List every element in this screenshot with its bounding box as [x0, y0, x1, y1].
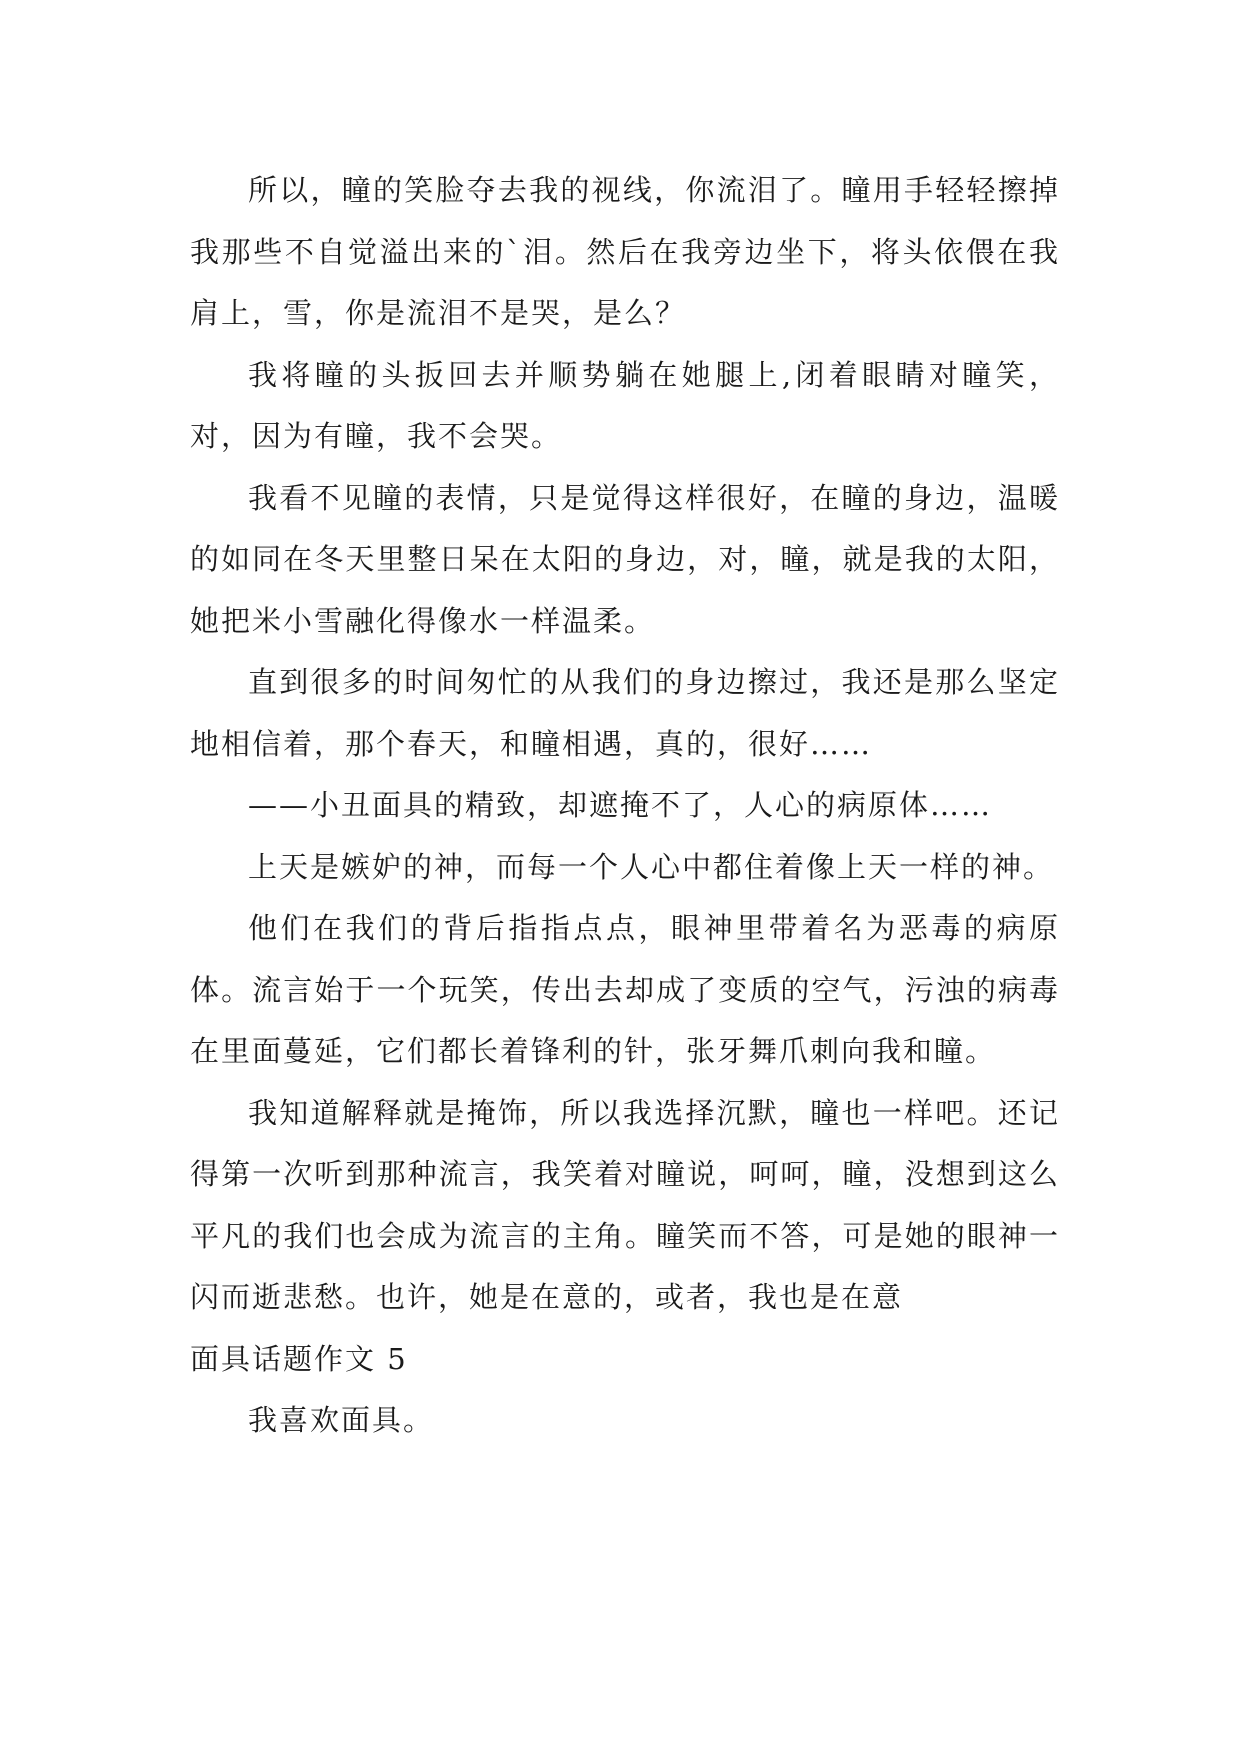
- paragraph: 所以，瞳的笑脸夺去我的视线，你流泪了。瞳用手轻轻擦掉我那些不自觉溢出来的`泪。然后在我旁边坐下，将头依偎在我肩上，雪，你是流泪不是哭，是么？: [190, 173, 1060, 330]
- paragraph: 他们在我们的背后指指点点，眼神里带着名为恶毒的病原体。流言始于一个玩笑，传出去却成了变质的空气，污浊的病毒在里面蔓延，它们都长着锋利的针，张牙舞爪刺向我和瞳。: [190, 911, 1060, 1068]
- paragraph: 直到很多的时间匆忙的从我们的身边擦过，我还是那么坚定地相信着，那个春天，和瞳相遇，真的，很好……: [190, 665, 1060, 761]
- paragraph: 我将瞳的头扳回去并顺势躺在她腿上,闭着眼睛对瞳笑，对，因为有瞳，我不会哭。: [190, 357, 1060, 453]
- paragraph: 我知道解释就是掩饰，所以我选择沉默，瞳也一样吧。还记得第一次听到那种流言，我笑着对瞳说，呵呵，瞳，没想到这么平凡的我们也会成为流言的主角。瞳笑而不答，可是她的眼神一闪而逝悲愁。也许，她是在意的，或者，我也是在意: [190, 1095, 1060, 1314]
- paragraph: ——小丑面具的精致，却遮掩不了，人心的病原体……: [248, 788, 993, 822]
- document-body: [190, 160, 1060, 1452]
- section-heading: 面具话题作文 5: [190, 1341, 408, 1376]
- paragraph: 我喜欢面具。: [248, 1403, 435, 1437]
- paragraph: 上天是嫉妒的神，而每一个人心中都住着像上天一样的神。: [248, 849, 1055, 884]
- paragraph: 我看不见瞳的表情，只是觉得这样很好，在瞳的身边，温暖的如同在冬天里整日呆在太阳的身边，对，瞳，就是我的太阳，她把米小雪融化得像水一样温柔。: [190, 480, 1060, 638]
